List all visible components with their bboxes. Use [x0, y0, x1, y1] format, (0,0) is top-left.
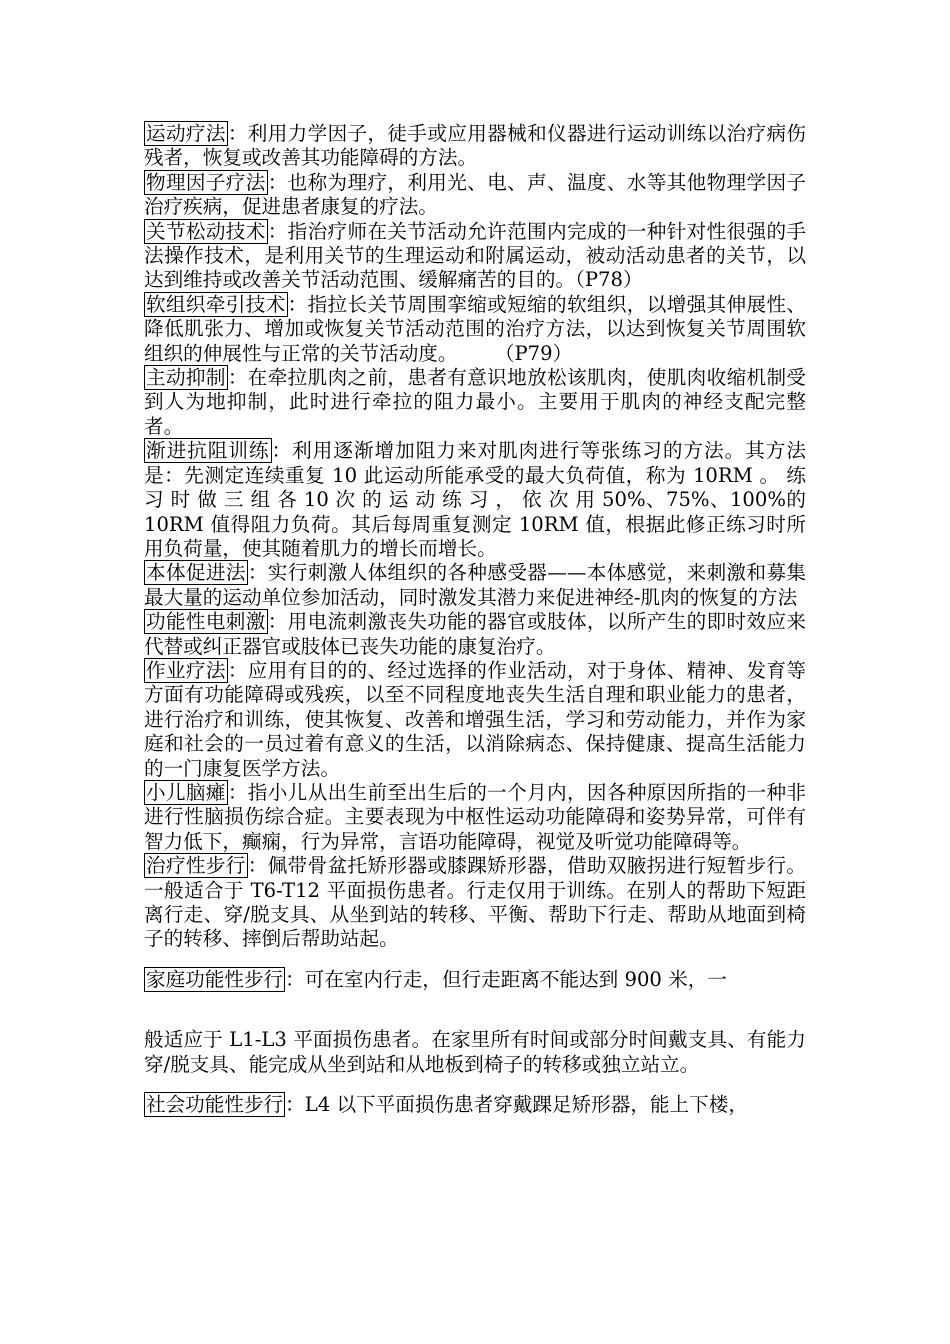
definition-text: 指小儿从出生前至出生后的一个月内，因各种原因所指的一种非进行性脑损伤综合症。主要表现为中枢性运动功能障碍和姿势异常，可伴有智力低下，癫痫，行为异常，言语功能障碍，视觉及听觉功能障碍等。: [144, 780, 807, 853]
entry-cerebral-palsy: [144, 781, 806, 854]
term-label: 软组织牵引技术: [146, 292, 286, 316]
term-label: 家庭功能性步行: [146, 967, 284, 991]
page-reference: （P78）: [575, 268, 643, 292]
entry-progressive-resistance: [144, 439, 806, 561]
term-colon: ：: [247, 854, 268, 878]
definition-text: 在牵拉肌肉之前，患者有意识地放松该肌肉，使肌肉收缩机制受到人为地抑制，此时进行牵拉的阻力最小。主要用于肌肉的神经支配完整者。: [144, 366, 807, 438]
entry-exercise-therapy: [144, 122, 806, 171]
term-colon: ：: [285, 967, 305, 991]
term-label: 小儿脑瘫: [146, 780, 226, 804]
entry-household-walking: [144, 968, 806, 1077]
entry-proprioceptive-facilitation: [144, 561, 806, 610]
entry-physical-factor-therapy: [144, 171, 806, 220]
term-label: 物理因子疗法: [146, 170, 266, 194]
term-colon: ：: [247, 561, 268, 585]
term-label: 治疗性步行: [146, 854, 246, 878]
definition-text-part2: 般适应于 L1-L3 平面损伤患者。在家里所有时间或部分时间戴支具、有能力穿/脱支具、能完成从坐到站和从地板到椅子的转移或独立站立。: [144, 1028, 806, 1076]
term-colon: ：: [227, 122, 248, 145]
definition-text: 指治疗师在关节活动允许范围内完成的一种针对性很强的手法操作技术，是利用关节的生理运动和附属运动，被动活动患者的关节，以达到维持或改善关节活动范围、缓解痛苦的目的。: [144, 219, 807, 292]
term-colon: ：: [287, 292, 308, 316]
entry-active-inhibition: [144, 366, 806, 439]
definition-text: 指拉长关节周围挛缩或短缩的软组织，以增强其伸展性、降低肌张力、增加或恢复关节活动范围的治疗方法，以达到恢复关节周围软组织的伸展性与正常的关节活动度。: [144, 292, 807, 365]
term-colon: ：: [227, 366, 248, 390]
definition-text: 利用逐渐增加阻力来对肌肉进行等张练习的方法。其方法是：先测定连续重复 10 此运动所能承受的最大负荷值，称为 10RM 。 练 习 时 做 三 组 各 10 次 的 运 动 练 习 ， 依 次 用 50%、75%、100%的 10RM 值得阻力负荷。其后每周重复测定 10RM 值，根据此修正练习时所用负荷量，使其随着肌力的增长而增长。: [144, 439, 806, 560]
document-page: [144, 122, 806, 1117]
term-colon: ：: [267, 170, 288, 194]
term-colon: ：: [227, 780, 248, 804]
definition-text: 应用有目的的、经过选择的作业活动，对于身体、精神、发育等方面有功能障碍或残疾，以至不同程度地丧失生活自理和职业能力的患者，进行治疗和训练，使其恢复、改善和增强生活，学习和劳动能力，并作为家庭和社会的一员过着有意义的生活，以消除病态、保持健康、提高生活能力的一门康复医学方法。: [144, 658, 807, 780]
entry-community-walking: [144, 1093, 806, 1117]
entry-soft-tissue-traction: [144, 293, 806, 366]
term-label: 关节松动技术: [146, 219, 266, 243]
term-label: 社会功能性步行: [146, 1093, 284, 1117]
definition-text: 实行刺激人体组织的各种感受器——本体感觉，来刺激和募集最大量的运动单位参加活动，同时激发其潜力来促进神经-肌肉的恢复的方法: [144, 561, 807, 609]
definition-text: 也称为理疗，利用光、电、声、温度、水等其他物理学因子治疗疾病，促进患者康复的疗法。: [144, 170, 807, 219]
term-label: 渐进抗阻训练: [146, 439, 270, 463]
definition-text: 利用力学因子，徒手或应用器械和仪器进行运动训练以治疗病伤残者，恢复或改善其功能障碍的方法。: [144, 122, 807, 170]
entry-joint-mobilization: [144, 220, 806, 293]
definition-text: 用电流刺激丧失功能的器官或肢体，以所产生的即时效应来代替或纠正器官或肢体已丧失功能的康复治疗。: [144, 610, 807, 658]
term-label: 作业疗法: [146, 658, 226, 682]
definition-text: 佩带骨盆托矫形器或膝踝矫形器，借助双腋拐进行短暂步行。一般适合于 T6-T12 平面损伤患者。行走仅用于训练。在别人的帮助下短距离行走、穿/脱支具、从坐到站的转移、平衡、帮助下行走、帮助从地面到椅子的转移、摔倒后帮助站起。: [144, 854, 807, 951]
term-label: 功能性电刺激: [146, 610, 266, 634]
term-label: 本体促进法: [146, 561, 246, 585]
term-colon: ：: [267, 219, 288, 243]
definition-text: L4 以下平面损伤患者穿戴踝足矫形器，能上下楼，: [304, 1093, 748, 1117]
term-colon: ：: [227, 658, 248, 682]
entry-occupational-therapy: [144, 659, 806, 781]
term-label: 主动抑制: [146, 366, 226, 390]
term-colon: ：: [267, 610, 288, 634]
definition-text-part1: 可在室内行走，但行走距离不能达到 900 米，一: [304, 967, 727, 991]
term-colon: ：: [285, 1093, 305, 1117]
term-colon: ：: [271, 439, 293, 463]
page-reference: （P79）: [494, 341, 573, 365]
term-label: 运动疗法: [146, 122, 226, 145]
entry-therapeutic-walking: [144, 854, 806, 952]
entry-functional-electrical-stimulation: [144, 610, 806, 659]
